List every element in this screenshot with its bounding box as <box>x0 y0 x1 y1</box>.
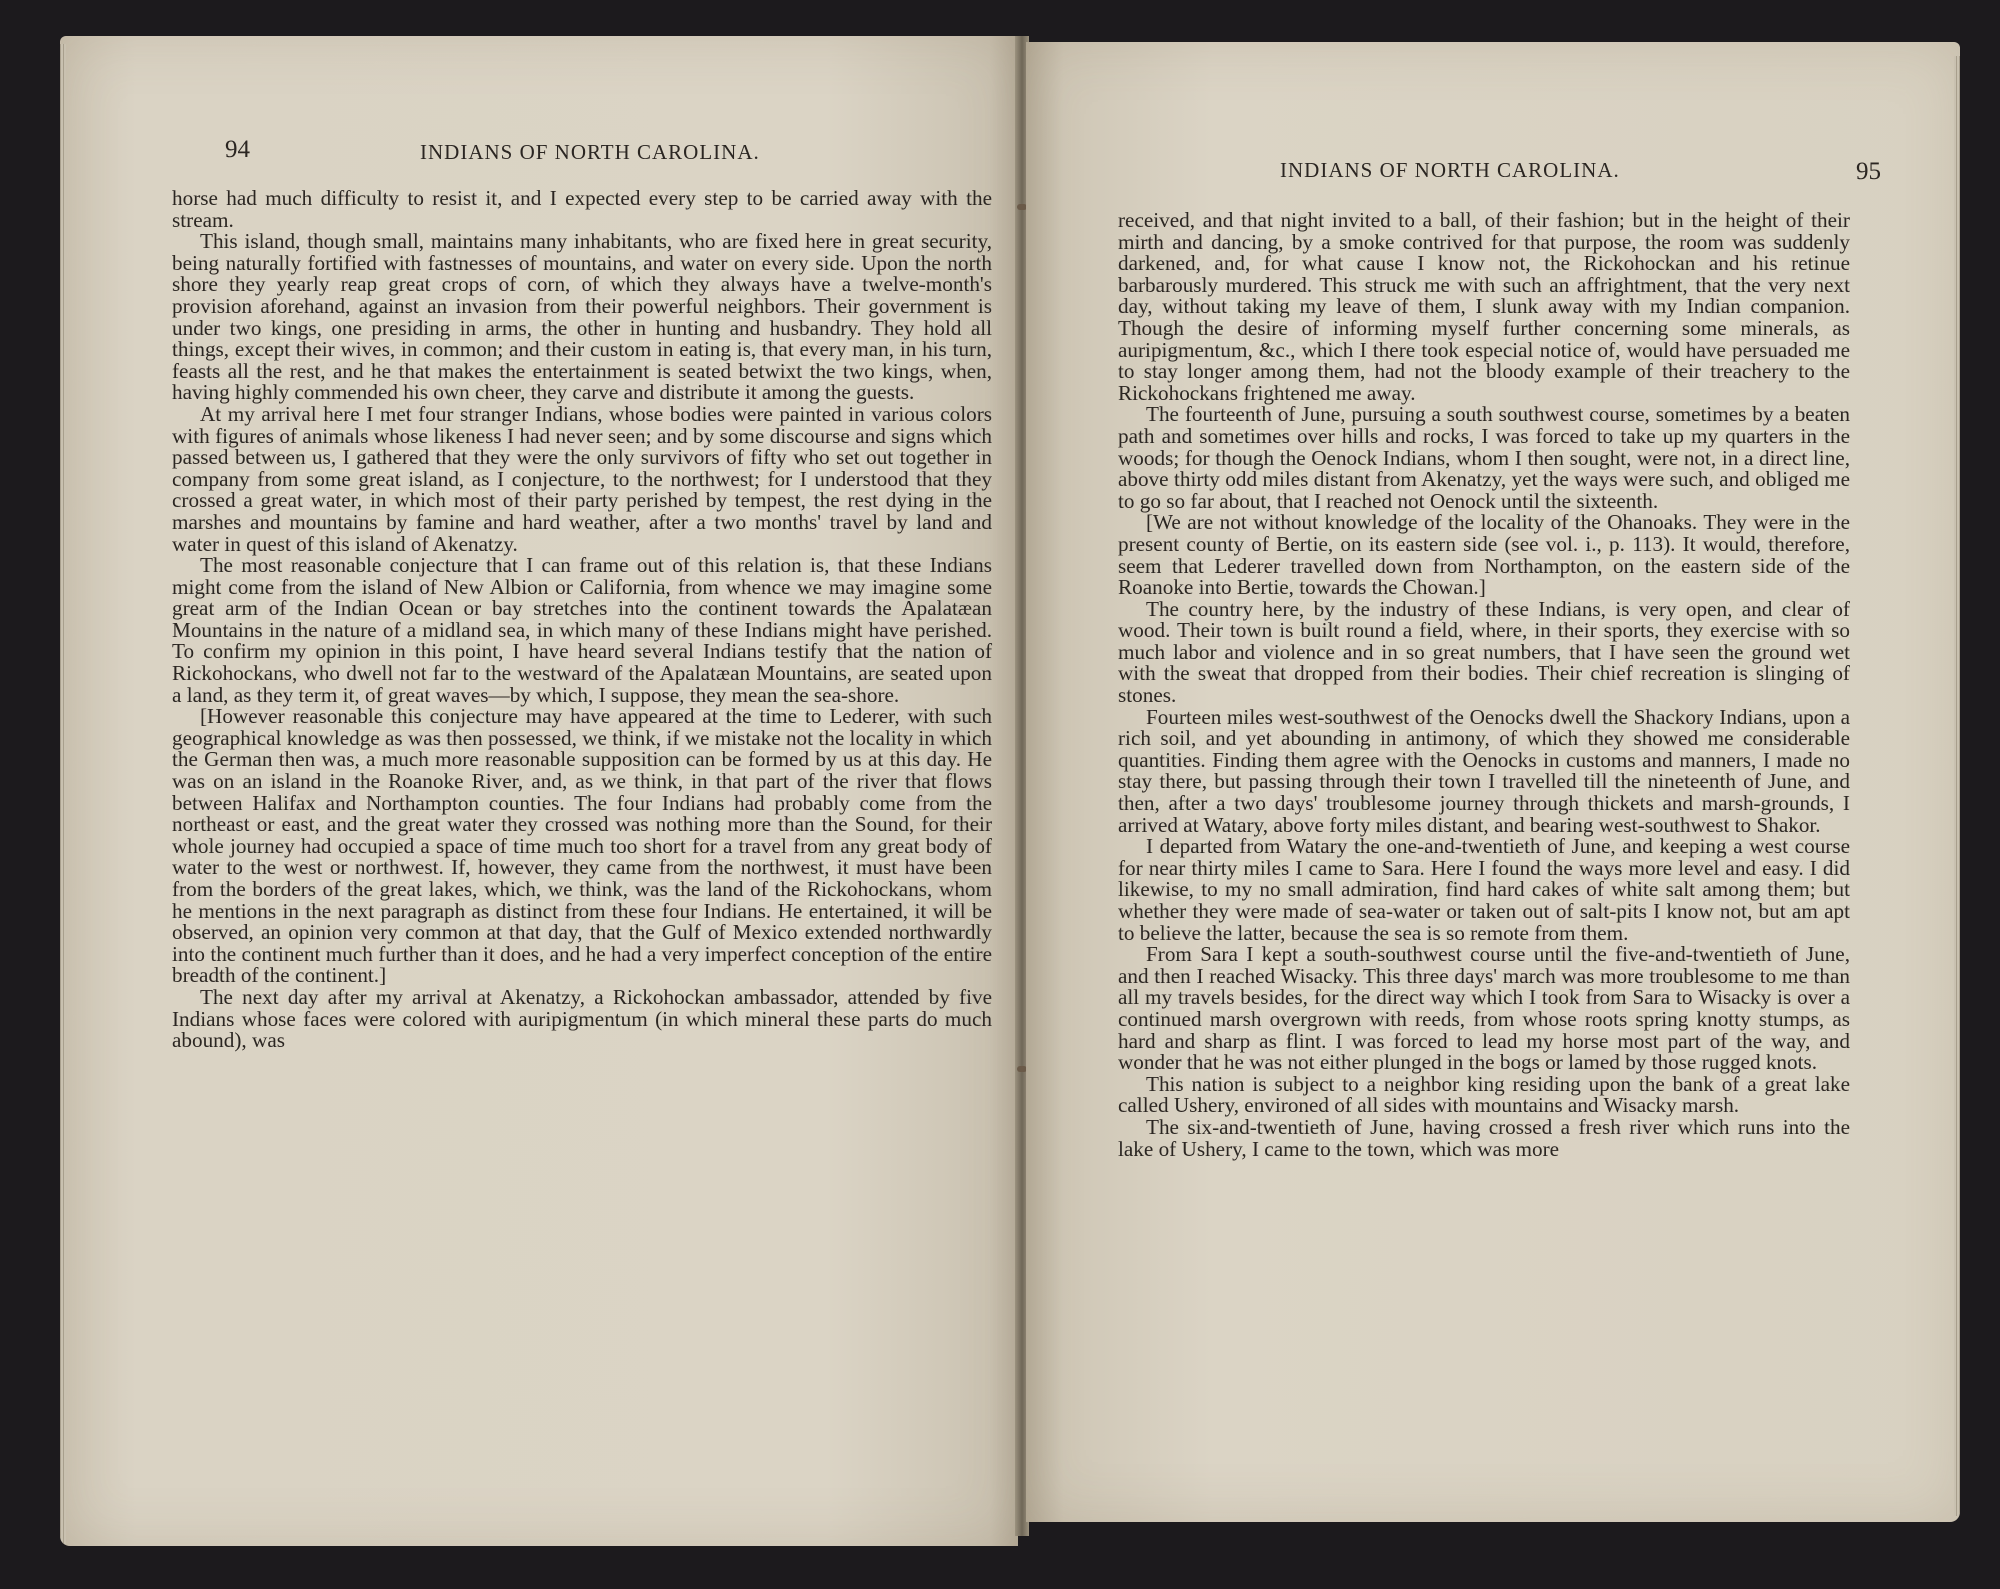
paragraph: The most reasonable conjecture that I can frame out of this relation is, that these Indians might come from the island of New Albion or California, from whence we may imagine some great arm of the Indian Ocean or bay stretches into the continent towards the Apalatæan Mountains in the nature of a midland sea, in which many of these Indians might have perished. To confirm my opinion in this point, I have heard several Indians testify that the nation of Rickohockans, who dwell not far to the westward of the Apalatæan Mountains, are seated upon a land, as they term it, of great waves—by which, I suppose, they mean the sea-shore. <box>172 553 992 707</box>
right-page-number: 95 <box>1856 158 1881 185</box>
right-page-edges <box>1954 56 1960 1516</box>
paragraph: I departed from Watary the one-and-twentieth of June, and keeping a west course for near thirty miles I came to Sara. Here I found the ways more level and easy. I did likewise, to my no small admiration, find hard cakes of white salt among them; but whether they were made of sea-water or taken out of salt-pits I know not, but am apt to believe the latter, because the sea is so remote from them. <box>1118 834 1850 945</box>
paragraph: At my arrival here I met four stranger Indians, whose bodies were painted in various colors with figures of animals whose likeness I had never seen; and by some discourse and signs which passed between us, I gathered that they were the only survivors of fifty who set out together in company from some great island, as I conjecture, to the northwest; for I understood that they crossed a great water, in which most of their party perished by tempest, the rest dying in the marshes and mountains by famine and hard weather, after a two months' travel by land and water in quest of this island of Akenatzy. <box>172 401 992 556</box>
open-book <box>60 36 1960 1556</box>
paragraph: horse had much difficulty to resist it, and I expected every step to be carried away with the stream. <box>172 186 992 232</box>
paragraph: The fourteenth of June, pursuing a south southwest course, sometimes by a beaten path and sometimes over hills and rocks, I was forced to take up my quarters in the woods; for though the Oenock Indians, whom I then sought, were not, in a direct line, above thirty odd miles distant from Akenatzy, yet the ways were such, and obliged me to go so far about, that I reached not Oenock until the sixteenth. <box>1118 402 1850 513</box>
paragraph: The next day after my arrival at Akenatzy, a Rickohockan ambassador, attended by five Indians whose faces were colored with auripigmentum (in which mineral these parts do much abound), was <box>172 984 992 1053</box>
paragraph: This island, though small, maintains many inhabitants, who are fixed here in great security, being naturally fortified with fastnesses of mountains, and water on every side. Upon the north shore they yearly reap great crops of corn, of which they always have a twelve-month's provision aforehand, against an invasion from their powerful neighbors. Their government is under two kings, one presiding in arms, the other in hunting and husbandry. They hold all things, except their wives, in common; and their custom in eating is, that every man, in his turn, feasts all the rest, and he that makes the entertainment is seated betwixt the two kings, when, having highly commended his own cheer, they carve and distribute it among the guests. <box>172 229 992 405</box>
paragraph: received, and that night invited to a ball, of their fashion; but in the height of their mirth and dancing, by a smoke contrived for that purpose, the room was suddenly darkened, and, for what cause I know not, the Rickohockan and his retinue barbarously murdered. This struck me with such an affrightment, that the very next day, without taking my leave of them, I slunk away with my Indian companion. Though the desire of informing myself further concerning some minerals, as auripigmentum, &c., which I there took especial notice of, would have persuaded me to stay longer among them, had not the bloody example of their treachery to the Rickohockans frightened me away. <box>1118 208 1850 405</box>
paragraph: [We are not without knowledge of the locality of the Ohanoaks. They were in the present county of Bertie, on its eastern side (see vol. i., p. 113). It would, therefore, seem that Lederer travelled down from Northampton, on the eastern side of the Roanoke into Bertie, towards the Chowan.] <box>1118 510 1850 600</box>
paragraph: The six-and-twentieth of June, having crossed a fresh river which runs into the lake of Ushery, I came to the town, which was more <box>1118 1114 1850 1161</box>
right-page <box>1026 42 1960 1522</box>
paragraph: The country here, by the industry of these Indians, is very open, and clear of wood. Their town is built round a field, where, in their sports, they exercise with so much labor and violence and in so great numbers, that I have seen the ground wet with the sweat that dropped from their bodies. Their chief recreation is slinging of stones. <box>1118 596 1850 708</box>
left-page-edges <box>60 44 66 1544</box>
left-running-head: INDIANS OF NORTH CAROLINA. <box>420 140 760 164</box>
paragraph: [However reasonable this conjecture may have appeared at the time to Lederer, with such geographical knowledge as was then possessed, we think, if we mistake not the locality in which the German then was, a much more reasonable supposition can be formed by us at this day. He was on an island in the Roanoke River, and, as we think, in that part of the river that flows between Halifax and Northampton counties. The four Indians had probably come from the northeast or east, and the great water they crossed was nothing more than the Sound, for their whole journey had occupied a space of time much too short for a travel from any great body of water to the west or northwest. If, however, they came from the northwest, it must have been from the borders of the great lakes, which, we think, was the land of the Rickohockans, whom he mentions in the next paragraph as distinct from these four Indians. He entertained, it will be observed, an opinion very common at that day, that the Gulf of Mexico extended northwardly into the continent much further than it does, and he had a very imperfect conception of the entire breadth of the continent.] <box>172 704 992 988</box>
paragraph: Fourteen miles west-southwest of the Oenocks dwell the Shackory Indians, upon a rich soil, and yet abounding in antimony, of which they showed me considerable quantities. Finding them agree with the Oenocks in customs and manners, I made no stay there, but passing through their town I travelled till the nineteenth of June, and then, after a two days' troublesome journey through thickets and marsh-grounds, I arrived at Watary, above forty miles distant, and bearing west-southwest to Shakor. <box>1118 704 1850 837</box>
right-page-text <box>1118 210 1850 1160</box>
right-running-head: INDIANS OF NORTH CAROLINA. <box>1280 158 1620 182</box>
left-page-text <box>172 188 992 1052</box>
left-page <box>60 36 1018 1546</box>
paragraph: From Sara I kept a south-southwest course until the five-and-twentieth of June, and then I reached Wisacky. This three days' march was more troublesome to me than all my travels besides, for the direct way which I took from Sara to Wisacky is over a continued marsh overgrown with reeds, from whose roots spring knotty stumps, as hard and sharp as flint. I was forced to lead my horse most part of the way, and wonder that he was not either plunged in the bogs or lamed by those rugged knots. <box>1118 942 1850 1075</box>
left-page-number: 94 <box>225 136 250 163</box>
paragraph: This nation is subject to a neighbor king residing upon the bank of a great lake called Ushery, environed of all sides with mountains and Wisacky marsh. <box>1118 1071 1850 1118</box>
